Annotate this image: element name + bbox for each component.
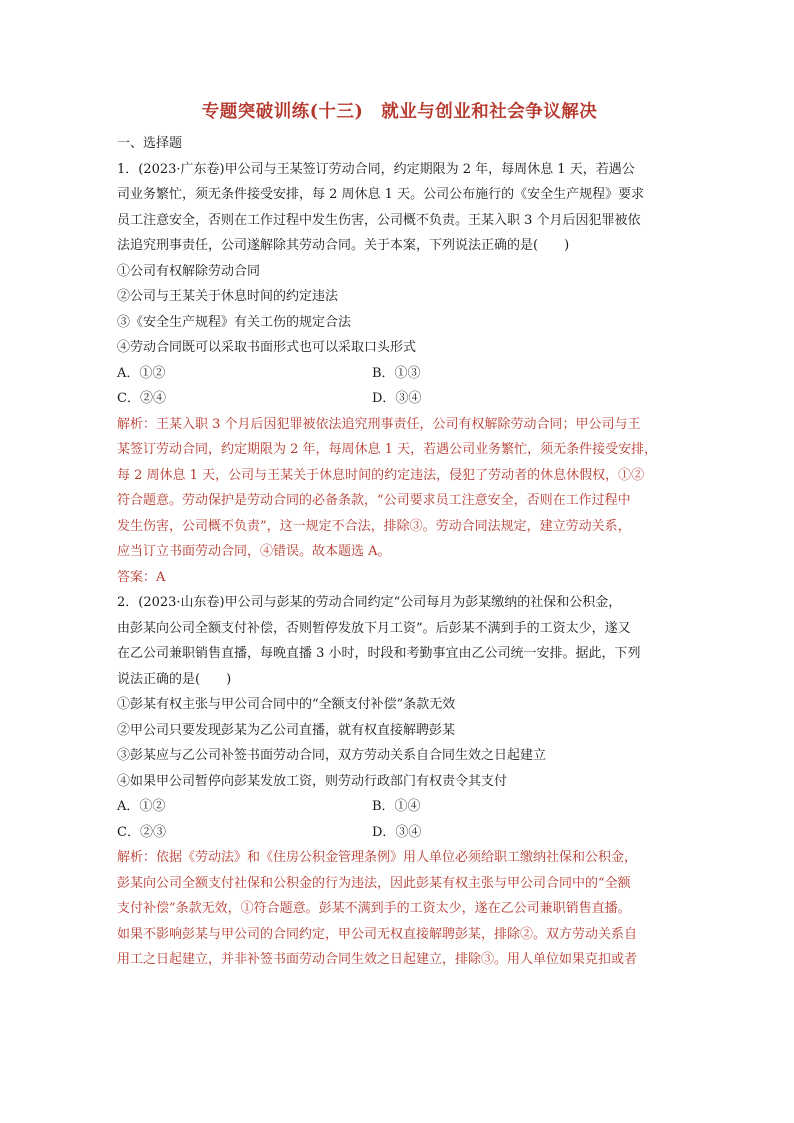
option-b: B．①④ [372,799,421,814]
page-title [117,98,682,123]
options-row [117,820,682,846]
title-part-2: 就业与创业和社会争议解决 [381,102,598,122]
stem-line: 由彭某向公司全额支付补偿，否则暂停发放下月工资”。后彭某不满到手的工资太少，遂又 [117,620,631,636]
analysis-line: 支付补偿”条款无效，①符合题意。彭某不满到手的工资太少，遂在乙公司兼职销售直播。 [117,901,631,916]
option-d: D．③④ [372,824,422,840]
question-1-analysis [117,412,682,565]
section-heading: 一、选择题 [117,136,183,151]
analysis-line: 彭某向公司全额支付社保和公积金的行为违法，因此彭某有权主张与甲公司合同中的“全额 [117,875,631,891]
analysis-line: 用工之日起建立，并非补签书面劳动合同生效之日起建立，排除③。用人单位如果克扣或者 [117,952,638,967]
options-row [117,386,682,412]
statement-item: ④劳动合同既可以采取书面形式也可以采取口头形式 [117,340,417,355]
statement-item: ③《安全生产规程》有关工伤的规定合法 [117,314,352,330]
analysis-line: 解析：王某入职 3 个月后因犯罪被依法追究刑事责任，公司有权解除劳动合同；甲公司与王 [117,416,641,432]
option-b: B．①③ [372,365,421,381]
answer-label: 答案： [117,569,157,585]
question-2-stem [117,590,682,692]
option-a: A．①② [117,799,166,814]
statement-item: ①公司有权解除劳动合同 [117,263,261,279]
analysis-line: 符合题意。劳动保护是劳动合同的必备条款，“公司要求员工注意安全，否则在工作过程中 [117,493,631,508]
stem-line: 司业务繁忙，须无条件接受安排，每 2 周休息 1 天。公司公布施行的《安全生产规程》要求 [117,187,645,202]
stem-line: 在乙公司兼职销售直播，每晚直播 3 小时，时段和考勤事宜由乙公司统一安排。据此，下列 [117,646,641,661]
statement-item: ③彭某应与乙公司补签书面劳动合同，双方劳动关系自合同生效之日起建立 [117,748,547,763]
analysis-line: 解析：依据《劳动法》和《住房公积金管理条例》用人单位必须给职工缴纳社保和公积金， [117,850,638,865]
statement-item: ②公司与王某关于休息时间的约定违法 [117,289,339,304]
option-c: C．②③ [117,824,166,840]
stem-line: 说法正确的是( ) [117,671,232,687]
question-2-analysis [117,845,682,973]
analysis-line: 某签订劳动合同，约定期限为 2 年，每周休息 1 天，若遇公司业务繁忙，须无条件接受安排， [117,442,658,457]
answer-value: A [156,569,166,585]
options-row [117,794,682,820]
stem-line: 2．(2023·山东卷)甲公司与彭某的劳动合同约定“公司每月为彭某缴纳的社保和公积金， [117,595,622,610]
options-row [117,361,682,387]
stem-line: 1．(2023·广东卷)甲公司与王某签订劳动合同，约定期限为 2 年，每周休息 1 天，若遇公 [117,161,635,177]
analysis-line: 如果不影响彭某与甲公司的合同约定，甲公司无权直接解聘彭某，排除②。双方劳动关系自 [117,926,638,942]
analysis-line: 发生伤害，公司概不负责”，这一规定不合法，排除③。劳动合同法规定，建立劳动关系， [117,518,631,534]
title-part-1: 专题突破训练(十三) [201,102,364,122]
option-d: D．③④ [372,391,422,406]
statement-item: ④如果甲公司暂停向彭某发放工资，则劳动行政部门有权责令其支付 [117,773,508,789]
stem-line: 员工注意安全，否则在工作过程中发生伤害，公司概不负责。王某入职 3 个月后因犯罪被依 [117,212,641,228]
question-1-answer [117,565,682,591]
analysis-line: 每 2 周休息 1 天，公司与王某关于休息时间的约定违法，侵犯了劳动者的休息休假权，①② [117,467,645,483]
document-page [117,98,682,973]
question-1-stem [117,157,682,259]
analysis-line: 应当订立书面劳动合同，④错误。故本题选 A。 [117,544,391,559]
statement-item: ①彭某有权主张与甲公司合同中的“全额支付补偿”条款无效 [117,697,456,712]
option-a: A．①② [117,365,166,381]
statement-item: ②甲公司只要发现彭某为乙公司直播，就有权直接解聘彭某 [117,722,456,738]
option-c: C．②④ [117,391,166,406]
stem-line: 法追究刑事责任，公司遂解除其劳动合同。关于本案，下列说法正确的是( ) [117,238,570,253]
